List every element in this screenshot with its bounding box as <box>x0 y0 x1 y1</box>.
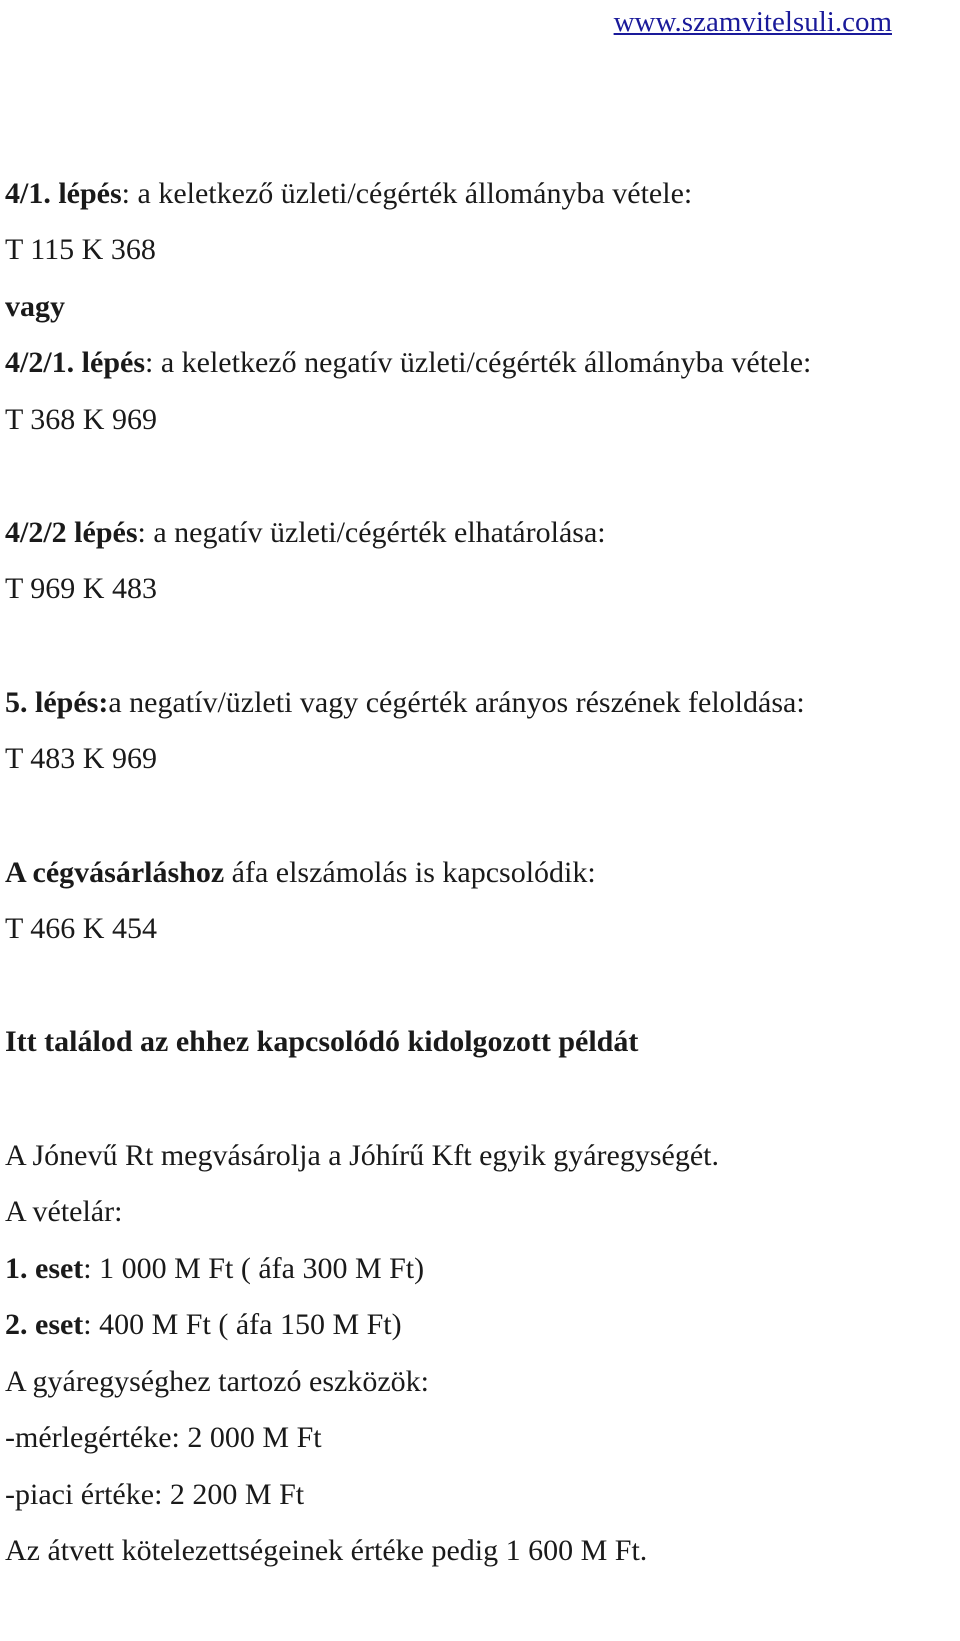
case-1-label: 1. eset <box>5 1252 84 1285</box>
example-case-1 <box>5 1249 424 1289</box>
example-heading: Itt találod az ehhez kapcsolódó kidolgozott példát <box>5 1025 639 1058</box>
example-book-value: -mérlegértéke: 2 000 M Ft <box>5 1421 322 1454</box>
vat-label: A cégvásárláshoz <box>5 856 225 889</box>
step-4-2-1-text: : a keletkező negatív üzleti/cégérték állományba vétele: <box>145 346 812 379</box>
step-4-1-line <box>5 174 692 214</box>
step-4-2-2-text: : a negatív üzleti/cégérték elhatárolása: <box>137 516 606 549</box>
example-assets-label: A gyáregységhez tartozó eszközök: <box>5 1365 429 1398</box>
case-1-text: : 1 000 M Ft ( áfa 300 M Ft) <box>83 1252 425 1285</box>
step-4-2-1-line <box>5 343 811 383</box>
step-4-1-entry: T 115 K 368 <box>5 233 156 266</box>
step-4-2-2-entry: T 969 K 483 <box>5 572 157 605</box>
step-5-line <box>5 683 805 723</box>
step-4-1-text: : a keletkező üzleti/cégérték állományba vétele: <box>121 177 693 210</box>
or-separator: vagy <box>5 290 65 323</box>
case-2-label: 2. eset <box>5 1308 84 1341</box>
vat-entry: T 466 K 454 <box>5 912 157 945</box>
example-market-value: -piaci értéke: 2 200 M Ft <box>5 1478 305 1511</box>
step-5-label: 5. lépés: <box>5 686 109 719</box>
example-case-2 <box>5 1305 402 1345</box>
example-intro: A Jónevű Rt megvásárolja a Jóhírű Kft egyik gyáregységét. <box>5 1139 719 1172</box>
vat-text: áfa elszámolás is kapcsolódik: <box>224 856 596 889</box>
header-url-link[interactable]: www.szamvitelsuli.com <box>613 6 892 38</box>
example-liabilities: Az átvett kötelezettségeinek értéke pedig 1 600 M Ft. <box>5 1534 648 1567</box>
step-4-1-label: 4/1. lépés <box>5 177 122 210</box>
step-5-entry: T 483 K 969 <box>5 742 157 775</box>
example-price-label: A vételár: <box>5 1195 123 1228</box>
step-4-2-2-line <box>5 513 606 553</box>
step-4-2-1-entry: T 368 K 969 <box>5 403 157 436</box>
step-4-2-1-label: 4/2/1. lépés <box>5 346 145 379</box>
vat-line <box>5 853 596 893</box>
step-5-text: a negatív/üzleti vagy cégérték arányos részének feloldása: <box>108 686 805 719</box>
step-4-2-2-label: 4/2/2 lépés <box>5 516 138 549</box>
case-2-text: : 400 M Ft ( áfa 150 M Ft) <box>83 1308 402 1341</box>
